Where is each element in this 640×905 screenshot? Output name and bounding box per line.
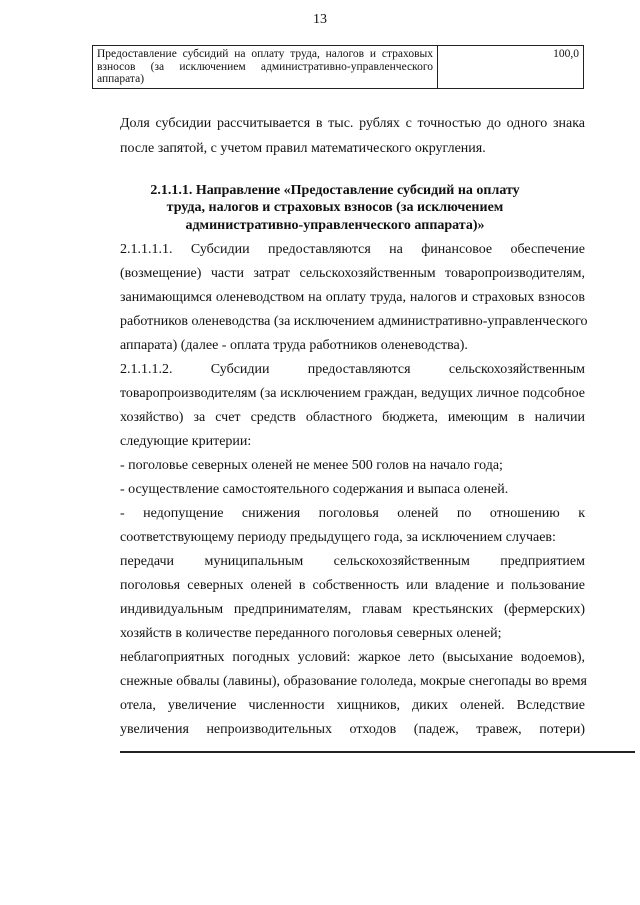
text-line: неблагоприятных погодных условий: жаркое лето (высыхание водоемов), [120, 650, 585, 665]
text-line: индивидуальным предпринимателям, главам крестьянских (фермерских) [120, 602, 585, 617]
text-line: 2.1.1.1.1. Субсидии предоставляются на финансовое обеспечение [120, 242, 585, 257]
bottom-divider [120, 751, 635, 753]
text-line: Доля субсидии рассчитывается в тыс. рублях с точностью до одного знака [120, 116, 585, 131]
page-number: 13 [313, 12, 327, 27]
list-item: - поголовье северных оленей не менее 500 голов на начало года; [120, 458, 503, 473]
section-heading: 2.1.1.1. Направление «Предоставление субсидий на оплату [150, 183, 520, 198]
text-line: поголовья северных оленей в собственность или владение и пользование [120, 578, 585, 593]
table-cell-value: 100,0 [438, 46, 584, 89]
text-line: аппарата) (далее - оплата труда работников оленеводства). [120, 338, 468, 353]
text-line: товаропроизводителям (за исключением граждан, ведущих личное подсобное [120, 386, 585, 401]
text-line: (возмещение) части затрат сельскохозяйственным товаропроизводителям, [120, 266, 585, 281]
section-heading: административно-управленческого аппарата)» [185, 218, 485, 233]
text-line: хозяйство) за счет средств областного бюджета, имеющим в наличии [120, 410, 585, 425]
list-item: - недопущение снижения поголовья оленей по отношению к [120, 506, 585, 521]
table-row [93, 46, 584, 89]
text-line: следующие критерии: [120, 434, 252, 449]
subsidy-rate-table [92, 45, 584, 89]
text-line: занимающимся оленеводством на оплату труда, налогов и страховых взносов [120, 290, 585, 305]
text-line: работников оленеводства (за исключением административно-управленческого [120, 314, 588, 329]
text-line: снежные обвалы (лавины), образование гололеда, мокрые снегопады во время [120, 674, 587, 689]
list-item: - осуществление самостоятельного содержания и выпаса оленей. [120, 482, 509, 497]
text-line: увеличения непроизводительных отходов (падеж, травеж, потери) [120, 722, 585, 737]
text-line: отела, увеличение численности хищников, диких оленей. Вследствие [120, 698, 585, 713]
table-cell-description: Предоставление субсидий на оплату труда, налогов и страховых взносов (за исключением административно-управленческого аппарата) [93, 46, 438, 89]
text-line: после запятой, с учетом правил математического округления. [120, 141, 486, 156]
text-line: соответствующему периоду предыдущего года, за исключением случаев: [120, 530, 556, 545]
text-line: хозяйств в количестве переданного поголовья северных оленей; [120, 626, 502, 641]
text-line: передачи муниципальным сельскохозяйственным предприятием [120, 554, 585, 569]
section-heading: труда, налогов и страховых взносов (за исключением [166, 200, 504, 215]
text-line: 2.1.1.1.2. Субсидии предоставляются сельскохозяйственным [120, 362, 585, 377]
